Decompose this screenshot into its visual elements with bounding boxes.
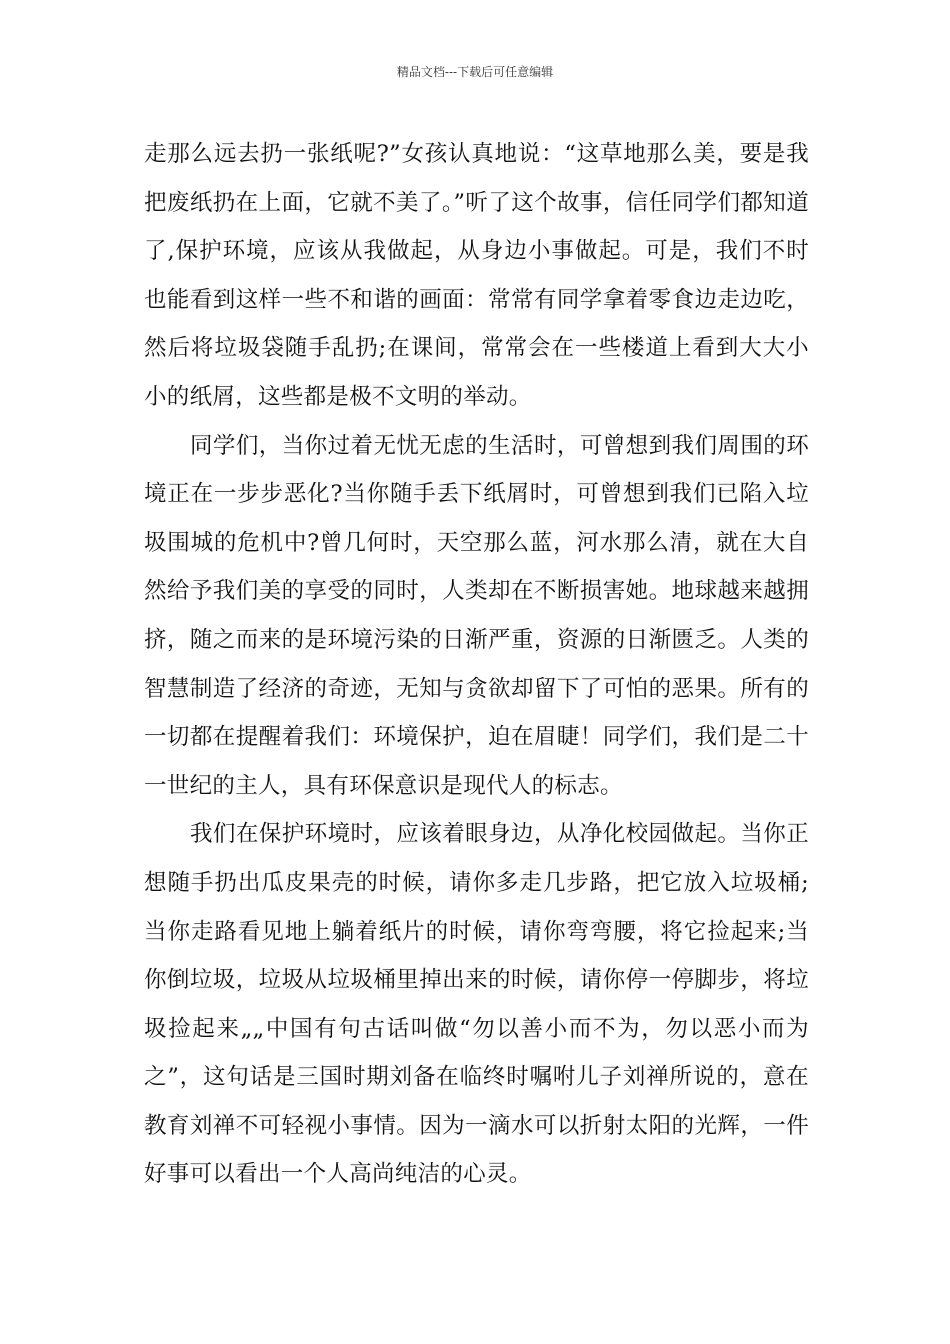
page-header: 精品文档---下载后可任意编辑 [396,65,554,79]
paragraph-1: 走那么远去扔一张纸呢?”女孩认真地说：“这草地那么美，要是我把废纸扔在上面，它就不美了。”听了这个故事，信任同学们都知道了,保护环境，应该从我做起，从身边小事做起。可是，我们不时也能看到这样一些不和谐的画面：常常有同学拿着零食边走边吃，然后将垃圾袋随手乱扔;在课间，常常会在一些楼道上看到大大小小的纸屑，这些都是极不文明的举动。 [144,141,809,410]
paragraph-3: 我们在保护环境时，应该着眼身边，从净化校园做起。当你正想随手扔出瓜皮果壳的时候，请你多走几步路，把它放入垃圾桶;当你走路看见地上躺着纸片的时候，请你弯弯腰，将它捡起来;当你倒垃圾，垃圾从垃圾桶里掉出来的时候，请你停一停脚步，将垃圾捡起来„„中国有句古话叫做“勿以善小而不为，勿以恶小而为之”，这句话是三国时期刘备在临终时嘱咐儿子刘禅所说的，意在教育刘禅不可轻视小事情。因为一滴水可以折射太阳的光辉，一件好事可以看出一个人高尚纯洁的心灵。 [144,821,809,1188]
document-body [144,130,809,1199]
paragraph-2: 同学们，当你过着无忧无虑的生活时，可曾想到我们周围的环境正在一步步恶化?当你随手丢下纸屑时，可曾想到我们已陷入垃圾围城的危机中?曾几何时，天空那么蓝，河水那么清，就在大自然给予我们美的享受的同时，人类却在不断损害她。地球越来越拥挤，随之而来的是环境污染的日渐严重，资源的日渐匮乏。人类的智慧制造了经济的奇迹，无知与贪欲却留下了可怕的恶果。所有的一切都在提醒着我们：环境保护，迫在眉睫！同学们，我们是二十一世纪的主人，具有环保意识是现代人的标志。 [144,432,809,799]
